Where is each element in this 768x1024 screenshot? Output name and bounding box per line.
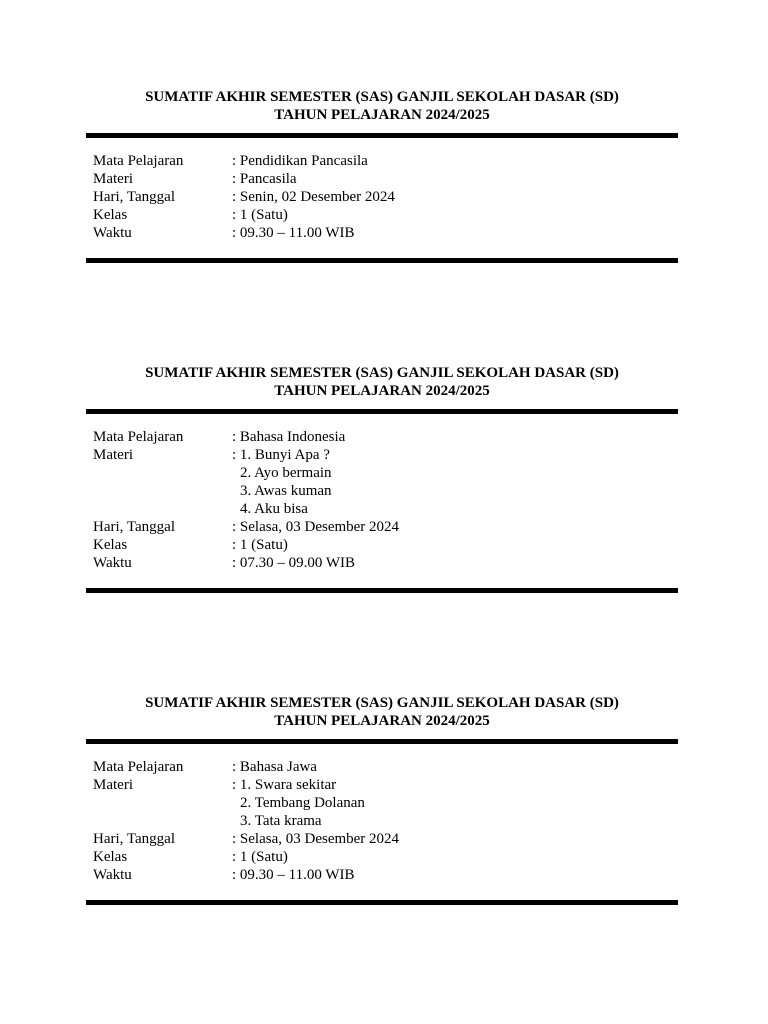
row-kelas xyxy=(93,848,678,866)
label-hari-tanggal: Hari, Tanggal xyxy=(93,189,175,205)
row-waktu xyxy=(93,224,678,242)
row-materi-item xyxy=(93,464,678,482)
value-waktu: : 09.30 – 11.00 WIB xyxy=(232,225,355,241)
materi-item: 2. Tembang Dolanan xyxy=(240,795,365,811)
label-kelas: Kelas xyxy=(93,849,128,865)
row-waktu xyxy=(93,554,678,572)
row-kelas xyxy=(93,206,678,224)
label-kelas: Kelas xyxy=(93,537,128,553)
label-hari-tanggal: Hari, Tanggal xyxy=(93,831,175,847)
row-materi xyxy=(93,170,678,188)
exam-info xyxy=(93,758,678,884)
row-materi-item xyxy=(93,500,678,518)
label-materi: Materi xyxy=(93,171,133,187)
row-materi xyxy=(93,446,678,464)
materi-item: 4. Aku bisa xyxy=(240,501,308,517)
label-waktu: Waktu xyxy=(93,555,132,571)
section-title-line2: TAHUN PELAJARAN 2024/2025 xyxy=(274,383,490,399)
bottom-divider xyxy=(86,588,678,593)
row-materi-item xyxy=(93,794,678,812)
top-divider xyxy=(86,739,678,744)
label-materi: Materi xyxy=(93,777,133,793)
materi-item: 3. Tata krama xyxy=(240,813,322,829)
label-kelas: Kelas xyxy=(93,207,128,223)
exam-info xyxy=(93,428,678,572)
row-hari-tanggal xyxy=(93,188,678,206)
top-divider xyxy=(86,133,678,138)
row-materi-item xyxy=(93,482,678,500)
row-kelas xyxy=(93,536,678,554)
value-kelas: : 1 (Satu) xyxy=(232,849,288,865)
value-mata-pelajaran: : Bahasa Indonesia xyxy=(232,429,346,445)
row-hari-tanggal xyxy=(93,518,678,536)
label-mata-pelajaran: Mata Pelajaran xyxy=(93,153,184,169)
top-divider xyxy=(86,409,678,414)
exam-info xyxy=(93,152,678,242)
label-mata-pelajaran: Mata Pelajaran xyxy=(93,759,184,775)
materi-item: 3. Awas kuman xyxy=(240,483,332,499)
label-waktu: Waktu xyxy=(93,867,132,883)
value-waktu: : 09.30 – 11.00 WIB xyxy=(232,867,355,883)
row-waktu xyxy=(93,866,678,884)
row-hari-tanggal xyxy=(93,830,678,848)
value-materi: : 1. Bunyi Apa ? xyxy=(232,447,330,463)
value-hari-tanggal: : Selasa, 03 Desember 2024 xyxy=(232,519,400,535)
label-mata-pelajaran: Mata Pelajaran xyxy=(93,429,184,445)
bottom-divider xyxy=(86,900,678,905)
section-title-line2: TAHUN PELAJARAN 2024/2025 xyxy=(274,713,490,729)
exam-section-pkn xyxy=(86,88,678,263)
value-materi: : Pancasila xyxy=(232,171,297,187)
value-kelas: : 1 (Satu) xyxy=(232,207,288,223)
row-mata-pelajaran xyxy=(93,152,678,170)
bottom-divider xyxy=(86,258,678,263)
value-hari-tanggal: : Senin, 02 Desember 2024 xyxy=(232,189,395,205)
section-title-line1: SUMATIF AKHIR SEMESTER (SAS) GANJIL SEKOLAH DASAR (SD) xyxy=(145,89,619,105)
label-hari-tanggal: Hari, Tanggal xyxy=(93,519,175,535)
row-materi xyxy=(93,776,678,794)
materi-item: 2. Ayo bermain xyxy=(240,465,332,481)
exam-section-bahasa-jawa xyxy=(86,694,678,905)
value-materi: : 1. Swara sekitar xyxy=(232,777,337,793)
row-mata-pelajaran xyxy=(93,428,678,446)
label-waktu: Waktu xyxy=(93,225,132,241)
row-mata-pelajaran xyxy=(93,758,678,776)
value-kelas: : 1 (Satu) xyxy=(232,537,288,553)
value-mata-pelajaran: : Pendidikan Pancasila xyxy=(232,153,368,169)
section-title-line2: TAHUN PELAJARAN 2024/2025 xyxy=(274,107,490,123)
value-waktu: : 07.30 – 09.00 WIB xyxy=(232,555,356,571)
value-hari-tanggal: : Selasa, 03 Desember 2024 xyxy=(232,831,400,847)
label-materi: Materi xyxy=(93,447,133,463)
section-title-line1: SUMATIF AKHIR SEMESTER (SAS) GANJIL SEKOLAH DASAR (SD) xyxy=(145,365,619,381)
value-mata-pelajaran: : Bahasa Jawa xyxy=(232,759,317,775)
row-materi-item xyxy=(93,812,678,830)
section-title-line1: SUMATIF AKHIR SEMESTER (SAS) GANJIL SEKOLAH DASAR (SD) xyxy=(145,695,619,711)
exam-section-bahasa-indonesia xyxy=(86,364,678,593)
